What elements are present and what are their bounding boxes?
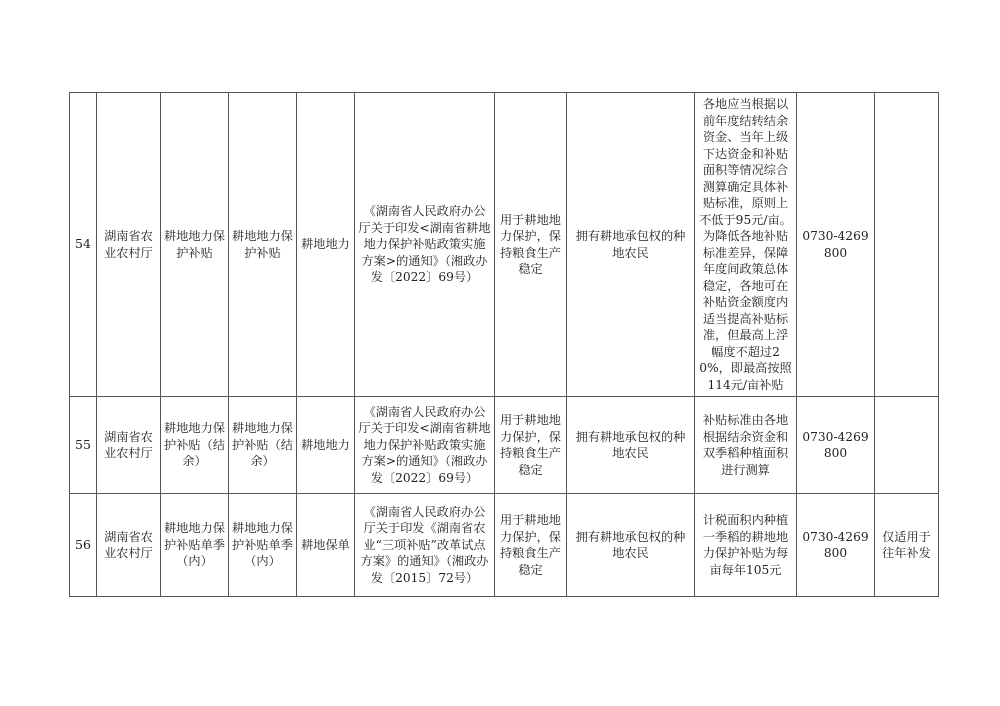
policy-basis-cell: 《湖南省人民政府办公厅关于印发<湖南省耕地地力保护补贴政策实施方案>的通知》（湘政办发〔2022〕69号） bbox=[355, 93, 495, 397]
project-cell: 耕地地力保护补贴 bbox=[161, 93, 229, 397]
note-cell bbox=[875, 93, 939, 397]
fund-name-cell: 耕地地力保护补贴（结余） bbox=[229, 397, 297, 494]
policy-basis-cell: 《湖南省人民政府办公厅关于印发<湖南省耕地地力保护补贴政策实施方案>的通知》（湘政办发〔2022〕69号） bbox=[355, 397, 495, 494]
phone-cell: 0730-4269800 bbox=[797, 494, 875, 597]
standard-cell: 补贴标准由各地根据结余资金和双季稻种植面积进行测算 bbox=[695, 397, 797, 494]
department-cell: 湖南省农业农村厅 bbox=[97, 494, 161, 597]
phone-cell: 0730-4269800 bbox=[797, 93, 875, 397]
target-cell: 拥有耕地承包权的种地农民 bbox=[567, 494, 695, 597]
standard-cell: 各地应当根据以前年度结转结余资金、当年上级下达资金和补贴面积等情况综合测算确定具体补贴标准，原则上不低于95元/亩。为降低各地补贴标准差异，保障年度间政策总体稳定，各地可在补贴资金额度内适当提高补贴标准，但最高上浮幅度不超过20%，即最高按照114元/亩补贴 bbox=[695, 93, 797, 397]
row-number: 54 bbox=[70, 93, 97, 397]
note-cell bbox=[875, 397, 939, 494]
standard-cell: 计税面积内种植一季稻的耕地地力保护补贴为每亩每年105元 bbox=[695, 494, 797, 597]
fund-name-cell: 耕地地力保护补贴 bbox=[229, 93, 297, 397]
project-cell: 耕地地力保护补贴（结余） bbox=[161, 397, 229, 494]
purpose-cell: 用于耕地地力保护，保持粮食生产稳定 bbox=[495, 494, 567, 597]
project-cell: 耕地地力保护补贴单季（内） bbox=[161, 494, 229, 597]
purpose-cell: 用于耕地地力保护，保持粮食生产稳定 bbox=[495, 93, 567, 397]
category-cell: 耕地地力 bbox=[297, 93, 355, 397]
table-row bbox=[70, 93, 939, 397]
target-cell: 拥有耕地承包权的种地农民 bbox=[567, 93, 695, 397]
subsidy-table bbox=[69, 92, 939, 597]
category-cell: 耕地保单 bbox=[297, 494, 355, 597]
purpose-cell: 用于耕地地力保护，保持粮食生产稳定 bbox=[495, 397, 567, 494]
target-cell: 拥有耕地承包权的种地农民 bbox=[567, 397, 695, 494]
phone-cell: 0730-4269800 bbox=[797, 397, 875, 494]
note-cell: 仅适用于往年补发 bbox=[875, 494, 939, 597]
table-row bbox=[70, 494, 939, 597]
fund-name-cell: 耕地地力保护补贴单季（内） bbox=[229, 494, 297, 597]
policy-basis-cell: 《湖南省人民政府办公厅关于印发《湖南省农业“三项补贴”改革试点方案》的通知》（湘政办发〔2015〕72号） bbox=[355, 494, 495, 597]
table-row bbox=[70, 397, 939, 494]
category-cell: 耕地地力 bbox=[297, 397, 355, 494]
department-cell: 湖南省农业农村厅 bbox=[97, 397, 161, 494]
department-cell: 湖南省农业农村厅 bbox=[97, 93, 161, 397]
row-number: 56 bbox=[70, 494, 97, 597]
row-number: 55 bbox=[70, 397, 97, 494]
